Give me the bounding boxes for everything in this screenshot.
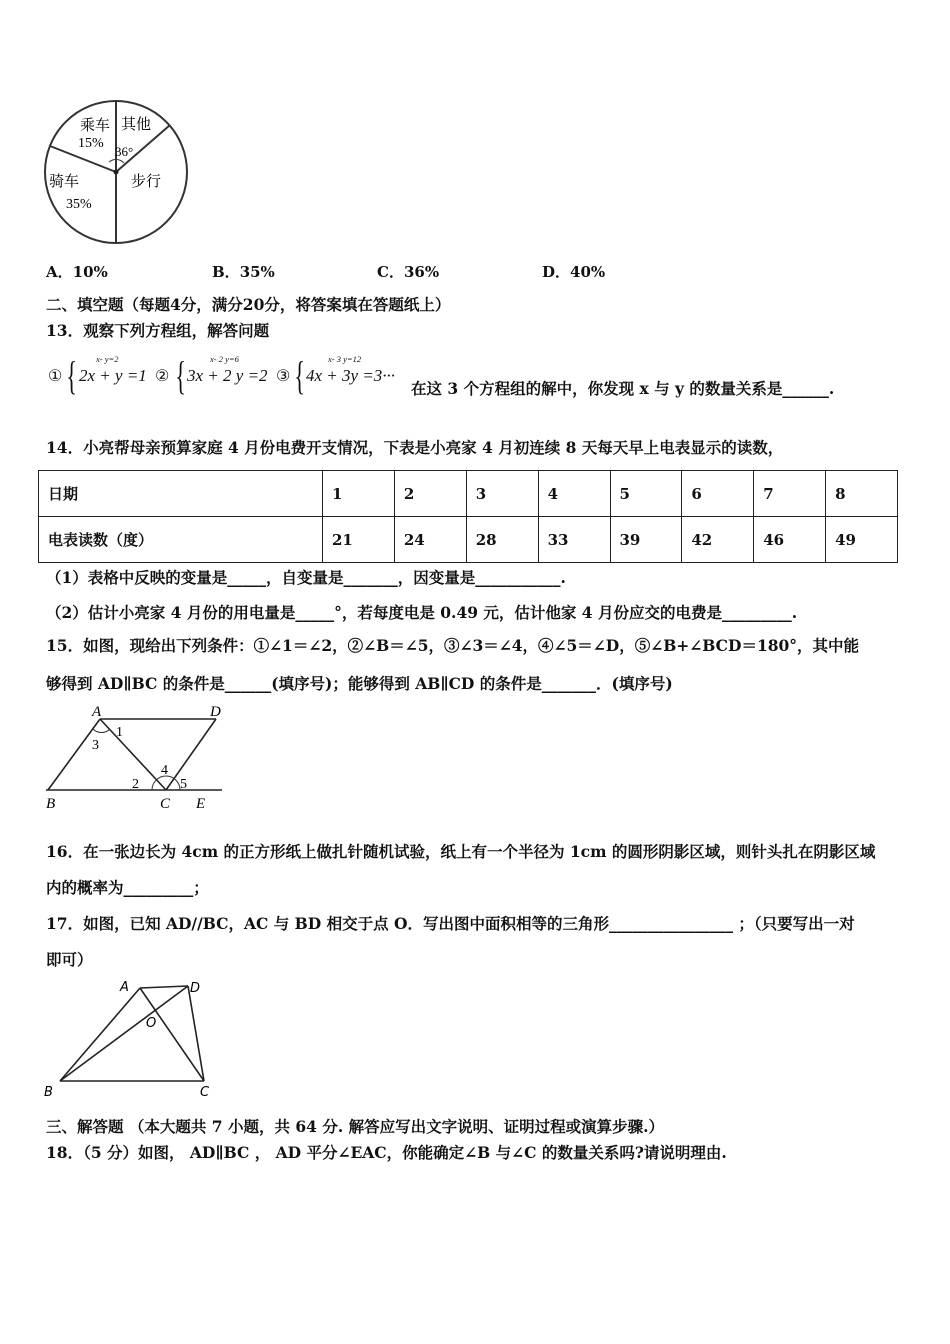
angle-arc-A xyxy=(93,729,110,733)
line-AB xyxy=(60,988,140,1081)
angle-arc-C xyxy=(152,776,180,790)
table-cell-day: 3 xyxy=(466,471,538,517)
option-d-value: 40% xyxy=(570,263,606,281)
table-cell-reading: 46 xyxy=(754,517,826,563)
sys3-bottom: 4x + 3y =3··· xyxy=(306,366,396,385)
line-AB xyxy=(48,719,100,790)
pie-center-dot xyxy=(114,170,119,175)
pie-label-walk: 步行 xyxy=(131,172,162,190)
table-cell-day: 5 xyxy=(610,471,682,517)
sys1-number: ① xyxy=(48,368,63,385)
angle-label-1: 1 xyxy=(116,725,123,740)
table-cell-reading: 24 xyxy=(394,517,466,563)
sys2-bottom: 3x + 2 y =2 xyxy=(187,366,268,385)
section2-heading: 二、填空题（每题4分，满分20分，将答案填在答题纸上） xyxy=(46,295,451,314)
pie-chart xyxy=(40,96,192,248)
q15-line1: 15．如图，现给出下列条件：①∠1＝∠2，②∠B＝∠5，③∠3＝∠4，④∠5＝∠D，⑤∠B+∠BCD＝180°，其中能 xyxy=(46,636,860,655)
angle-label-4: 4 xyxy=(161,763,168,778)
table-cell-reading: 33 xyxy=(538,517,610,563)
q15-line2: 够得到 AD∥BC 的条件是______(填序号)；能够得到 AB∥CD 的条件是_______．(填序号) xyxy=(46,674,673,693)
pie-label-other: 其他 xyxy=(121,115,152,133)
q15-figure xyxy=(40,702,235,814)
q14-stem: 14．小亮帮母亲预算家庭 4 月份电费开支情况，下表是小亮家 4 月初连续 8 天每天早上电表显示的读数， xyxy=(46,438,784,457)
line-DC xyxy=(166,719,216,790)
point-B: B xyxy=(46,796,56,812)
point-E: E xyxy=(196,796,206,812)
q13-tail: 在这 3 个方程组的解中，你发现 x 与 y 的数量关系是______. xyxy=(411,379,835,398)
option-c[interactable]: C．36% xyxy=(377,263,440,281)
sys1-top: x- y=2 xyxy=(96,354,119,364)
line-BD xyxy=(60,986,188,1081)
q17-figure xyxy=(40,976,220,1104)
option-b-value: 35% xyxy=(239,263,275,281)
pie-label-ride: 乘车 xyxy=(80,116,111,134)
sys1-bottom: 2x + y =1 xyxy=(79,366,147,385)
q16-line1: 16．在一张边长为 4cm 的正方形纸上做扎针随机试验，纸上有一个半径为 1cm 的圆形阴影区域，则针头扎在阴影区域 xyxy=(46,842,876,861)
point-A: A xyxy=(92,704,102,720)
angle-label-2: 2 xyxy=(132,777,139,792)
point-D: D xyxy=(210,704,221,720)
table-cell-reading: 49 xyxy=(826,517,898,563)
table-row-readings xyxy=(39,517,898,563)
meter-table xyxy=(38,470,898,563)
table-cell-day: 7 xyxy=(754,471,826,517)
table-cell-day: 6 xyxy=(682,471,754,517)
table-cell-day: 4 xyxy=(538,471,610,517)
point-C: C xyxy=(160,796,171,812)
sys2-brace: { xyxy=(175,353,186,398)
q14-sub1: （1）表格中反映的变量是_____，自变量是_______，因变量是___________. xyxy=(46,568,566,587)
table-cell-day: 2 xyxy=(394,471,466,517)
table-header-date: 日期 xyxy=(39,471,323,517)
option-c-value: 36% xyxy=(403,263,440,281)
angle-label-5: 5 xyxy=(180,777,187,792)
sys3-number: ③ xyxy=(276,368,291,385)
pie-label-bike: 骑车 xyxy=(49,172,80,190)
option-a[interactable]: A．10% xyxy=(46,263,108,281)
table-row-dates xyxy=(39,471,898,517)
equation-systems xyxy=(46,352,426,402)
point-O: O xyxy=(146,1016,157,1031)
line-AD xyxy=(140,986,188,988)
q18-text: 18．（5 分）如图， AD∥BC ， AD 平分∠EAC，你能确定∠B 与∠C 的数量关系吗?请说明理由. xyxy=(46,1143,727,1162)
pie-label-bike-pct: 35% xyxy=(66,197,92,212)
q16-line2: 内的概率为_________； xyxy=(46,878,209,897)
sys2-number: ② xyxy=(155,368,170,385)
point-C: C xyxy=(200,1085,210,1100)
pie-label-ride-pct: 15% xyxy=(78,136,104,151)
sys1-brace: { xyxy=(66,353,77,398)
q17-line1: 17．如图，已知 AD//BC，AC 与 BD 相交于点 O．写出图中面积相等的三角形________________ ；（只要写出一对 xyxy=(46,914,855,933)
table-cell-reading: 21 xyxy=(323,517,395,563)
angle-label-3: 3 xyxy=(92,738,99,753)
q13-stem: 13．观察下列方程组，解答问题 xyxy=(46,321,270,340)
table-cell-reading: 39 xyxy=(610,517,682,563)
line-DC xyxy=(188,986,204,1081)
option-a-value: 10% xyxy=(72,263,108,281)
sys3-brace: { xyxy=(294,353,305,398)
q14-sub2: （2）估计小亮家 4 月份的用电量是_____°，若每度电是 0.49 元，估计他家 4 月份应交的电费是_________. xyxy=(46,603,798,622)
table-header-reading: 电表读数（度） xyxy=(39,517,323,563)
option-b[interactable]: B．35% xyxy=(212,263,275,281)
table-cell-reading: 42 xyxy=(682,517,754,563)
q17-line2: 即可） xyxy=(46,950,93,969)
sys3-top: x- 3 y=12 xyxy=(328,354,362,364)
table-cell-day: 8 xyxy=(826,471,898,517)
point-B: B xyxy=(44,1085,53,1100)
sys2-top: x- 2 y=6 xyxy=(210,354,239,364)
option-d[interactable]: D．40% xyxy=(542,263,606,281)
table-cell-reading: 28 xyxy=(466,517,538,563)
pie-label-other-angle: 36° xyxy=(115,144,134,159)
table-cell-day: 1 xyxy=(323,471,395,517)
point-D: D xyxy=(190,981,201,996)
section3-heading: 三、解答题 （本大题共 7 小题，共 64 分. 解答应写出文字说明、证明过程或演算步骤.） xyxy=(46,1117,665,1136)
line-AC xyxy=(140,988,204,1081)
point-A: A xyxy=(120,980,129,995)
